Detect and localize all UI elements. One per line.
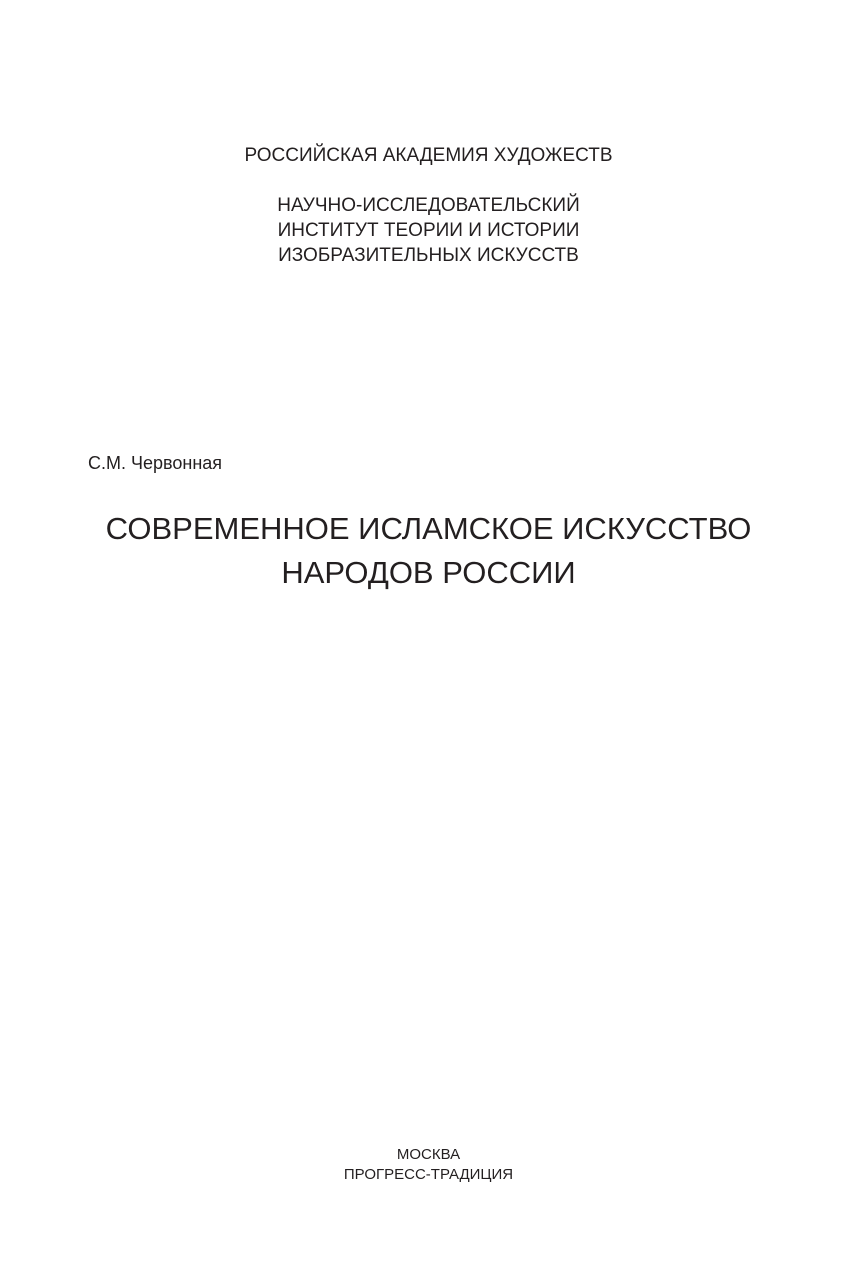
- institute-name-line-1: НАУЧНО-ИССЛЕДОВАТЕЛЬСКИЙ: [277, 195, 580, 216]
- imprint-publisher: ПРОГРЕСС-ТРАДИЦИЯ: [343, 1166, 514, 1183]
- author-name: С.М. Червонная: [88, 453, 223, 473]
- book-title-line-1: СОВРЕМЕННОЕ ИСЛАМСКОЕ ИСКУССТВО: [105, 511, 752, 546]
- book-title-line-2: НАРОДОВ РОССИИ: [281, 555, 576, 590]
- imprint-city: МОСКВА: [396, 1146, 461, 1163]
- institute-name-line-3: ИЗОБРАЗИТЕЛЬНЫХ ИСКУССТВ: [278, 245, 579, 266]
- academy-name: РОССИЙСКАЯ АКАДЕМИЯ ХУДОЖЕСТВ: [244, 145, 613, 166]
- institute-name-line-2: ИНСТИТУТ ТЕОРИИ И ИСТОРИИ: [277, 220, 580, 241]
